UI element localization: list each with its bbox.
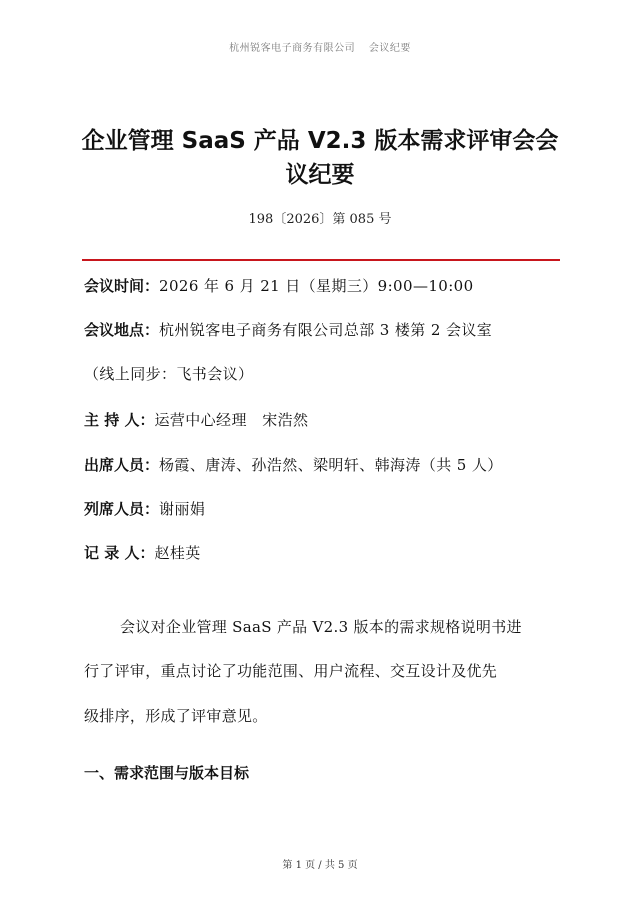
observers-value: 谢丽娟 bbox=[159, 500, 206, 518]
host-row bbox=[84, 410, 564, 430]
attendees-value: 杨霞、唐涛、孙浩然、梁明轩、韩海涛（共 5 人） bbox=[159, 456, 503, 474]
header-doc-type: 会议纪要 bbox=[368, 43, 411, 54]
meeting-place-value-cont: （线上同步：飞书会议） bbox=[84, 365, 254, 383]
running-header bbox=[0, 39, 640, 54]
attendees-row bbox=[84, 455, 564, 475]
recorder-value: 赵桂英 bbox=[154, 544, 201, 562]
meeting-time-label: 会议时间： bbox=[84, 277, 160, 295]
intro-paragraph-line2: 行了评审，重点讨论了功能范围、用户流程、交互设计及优先 bbox=[84, 662, 498, 680]
meeting-place-value: 杭州锐客电子商务有限公司总部 3 楼第 2 会议室 bbox=[159, 321, 493, 339]
recorder-row bbox=[84, 543, 564, 563]
meeting-place-label: 会议地点： bbox=[84, 321, 160, 339]
document-title-line1: 企业管理 SaaS 产品 V2.3 版本需求评审会会 bbox=[81, 128, 559, 154]
red-divider-line bbox=[82, 259, 560, 261]
observers-label: 列席人员： bbox=[84, 500, 160, 518]
meeting-time-value: 2026 年 6 月 21 日（星期三）9:00—10:00 bbox=[159, 277, 474, 295]
intro-paragraph-line3: 级排序，形成了评审意见。 bbox=[84, 707, 268, 725]
header-company: 杭州锐客电子商务有限公司 bbox=[229, 43, 356, 54]
host-value: 运营中心经理 宋浩然 bbox=[154, 411, 309, 429]
meeting-place-continuation bbox=[84, 364, 564, 384]
meeting-place-row bbox=[84, 320, 564, 340]
document-title bbox=[80, 124, 560, 192]
attendees-label: 出席人员： bbox=[84, 456, 160, 474]
observers-row bbox=[84, 499, 564, 519]
document-title-line2: 议纪要 bbox=[285, 162, 355, 188]
recorder-label: 记 录 人： bbox=[84, 544, 155, 562]
meeting-time-row bbox=[84, 276, 564, 296]
section-heading: 一、需求范围与版本目标 bbox=[84, 764, 250, 782]
page-footer: 第 1 页 / 共 5 页 bbox=[282, 860, 358, 871]
host-label: 主 持 人： bbox=[84, 411, 155, 429]
intro-paragraph-line1: 会议对企业管理 SaaS 产品 V2.3 版本的需求规格说明书进 bbox=[120, 618, 522, 636]
document-number: 198〔2026〕第 085 号 bbox=[248, 212, 392, 227]
